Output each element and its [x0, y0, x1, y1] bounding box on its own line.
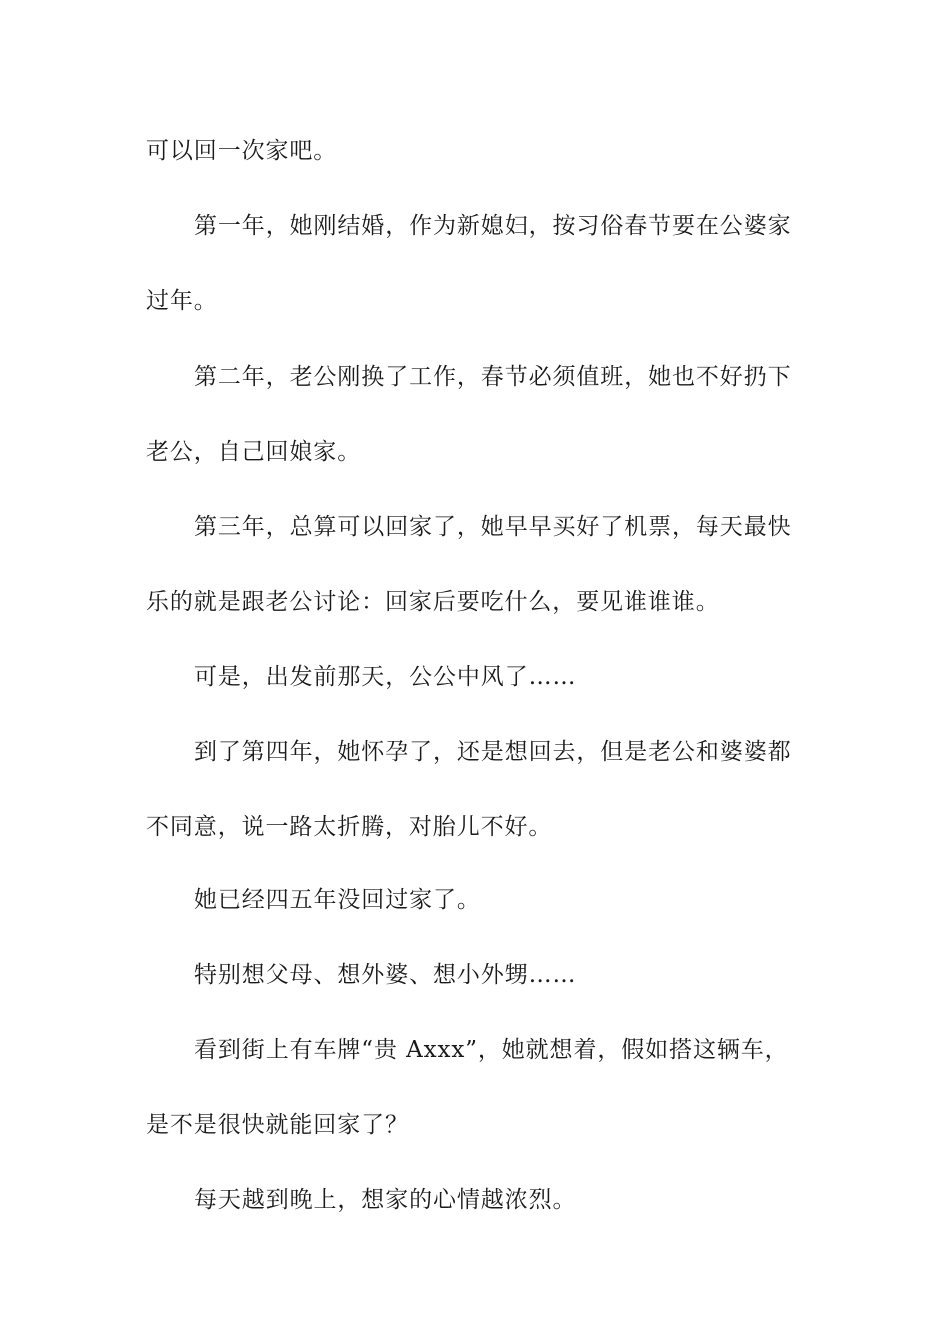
- paragraph-first-line: 第二年，老公刚换了工作，春节必须值班，她也不好扔下: [194, 364, 792, 390]
- paragraph-first-line: 她已经四五年没回过家了。: [194, 887, 481, 913]
- paragraph-first-line: 看到街上有车牌“贵 Axxx”，她就想着，假如搭这辆车，: [194, 1037, 789, 1063]
- text-line: 过年。: [146, 288, 218, 314]
- text-line: 乐的就是跟老公讨论：回家后要吃什么，要见谁谁谁。: [146, 589, 720, 615]
- text-line: 可以回一次家吧。: [146, 138, 338, 164]
- paragraph-first-line: 可是，出发前那天，公公中风了……: [194, 664, 577, 690]
- paragraph-first-line: 第三年，总算可以回家了，她早早买好了机票，每天最快: [194, 514, 792, 540]
- text-line: 是不是很快就能回家了？: [146, 1112, 409, 1138]
- paragraph-first-line: 第一年，她刚结婚，作为新媳妇，按习俗春节要在公婆家: [194, 213, 792, 239]
- paragraph-first-line: 到了第四年，她怀孕了，还是想回去，但是老公和婆婆都: [194, 739, 792, 765]
- text-line: 不同意，说一路太折腾，对胎儿不好。: [146, 814, 553, 840]
- paragraph-first-line: 每天越到晚上，想家的心情越浓烈。: [194, 1187, 577, 1213]
- paragraph-first-line: 特别想父母、想外婆、想小外甥……: [194, 962, 577, 988]
- text-line: 老公，自己回娘家。: [146, 439, 362, 465]
